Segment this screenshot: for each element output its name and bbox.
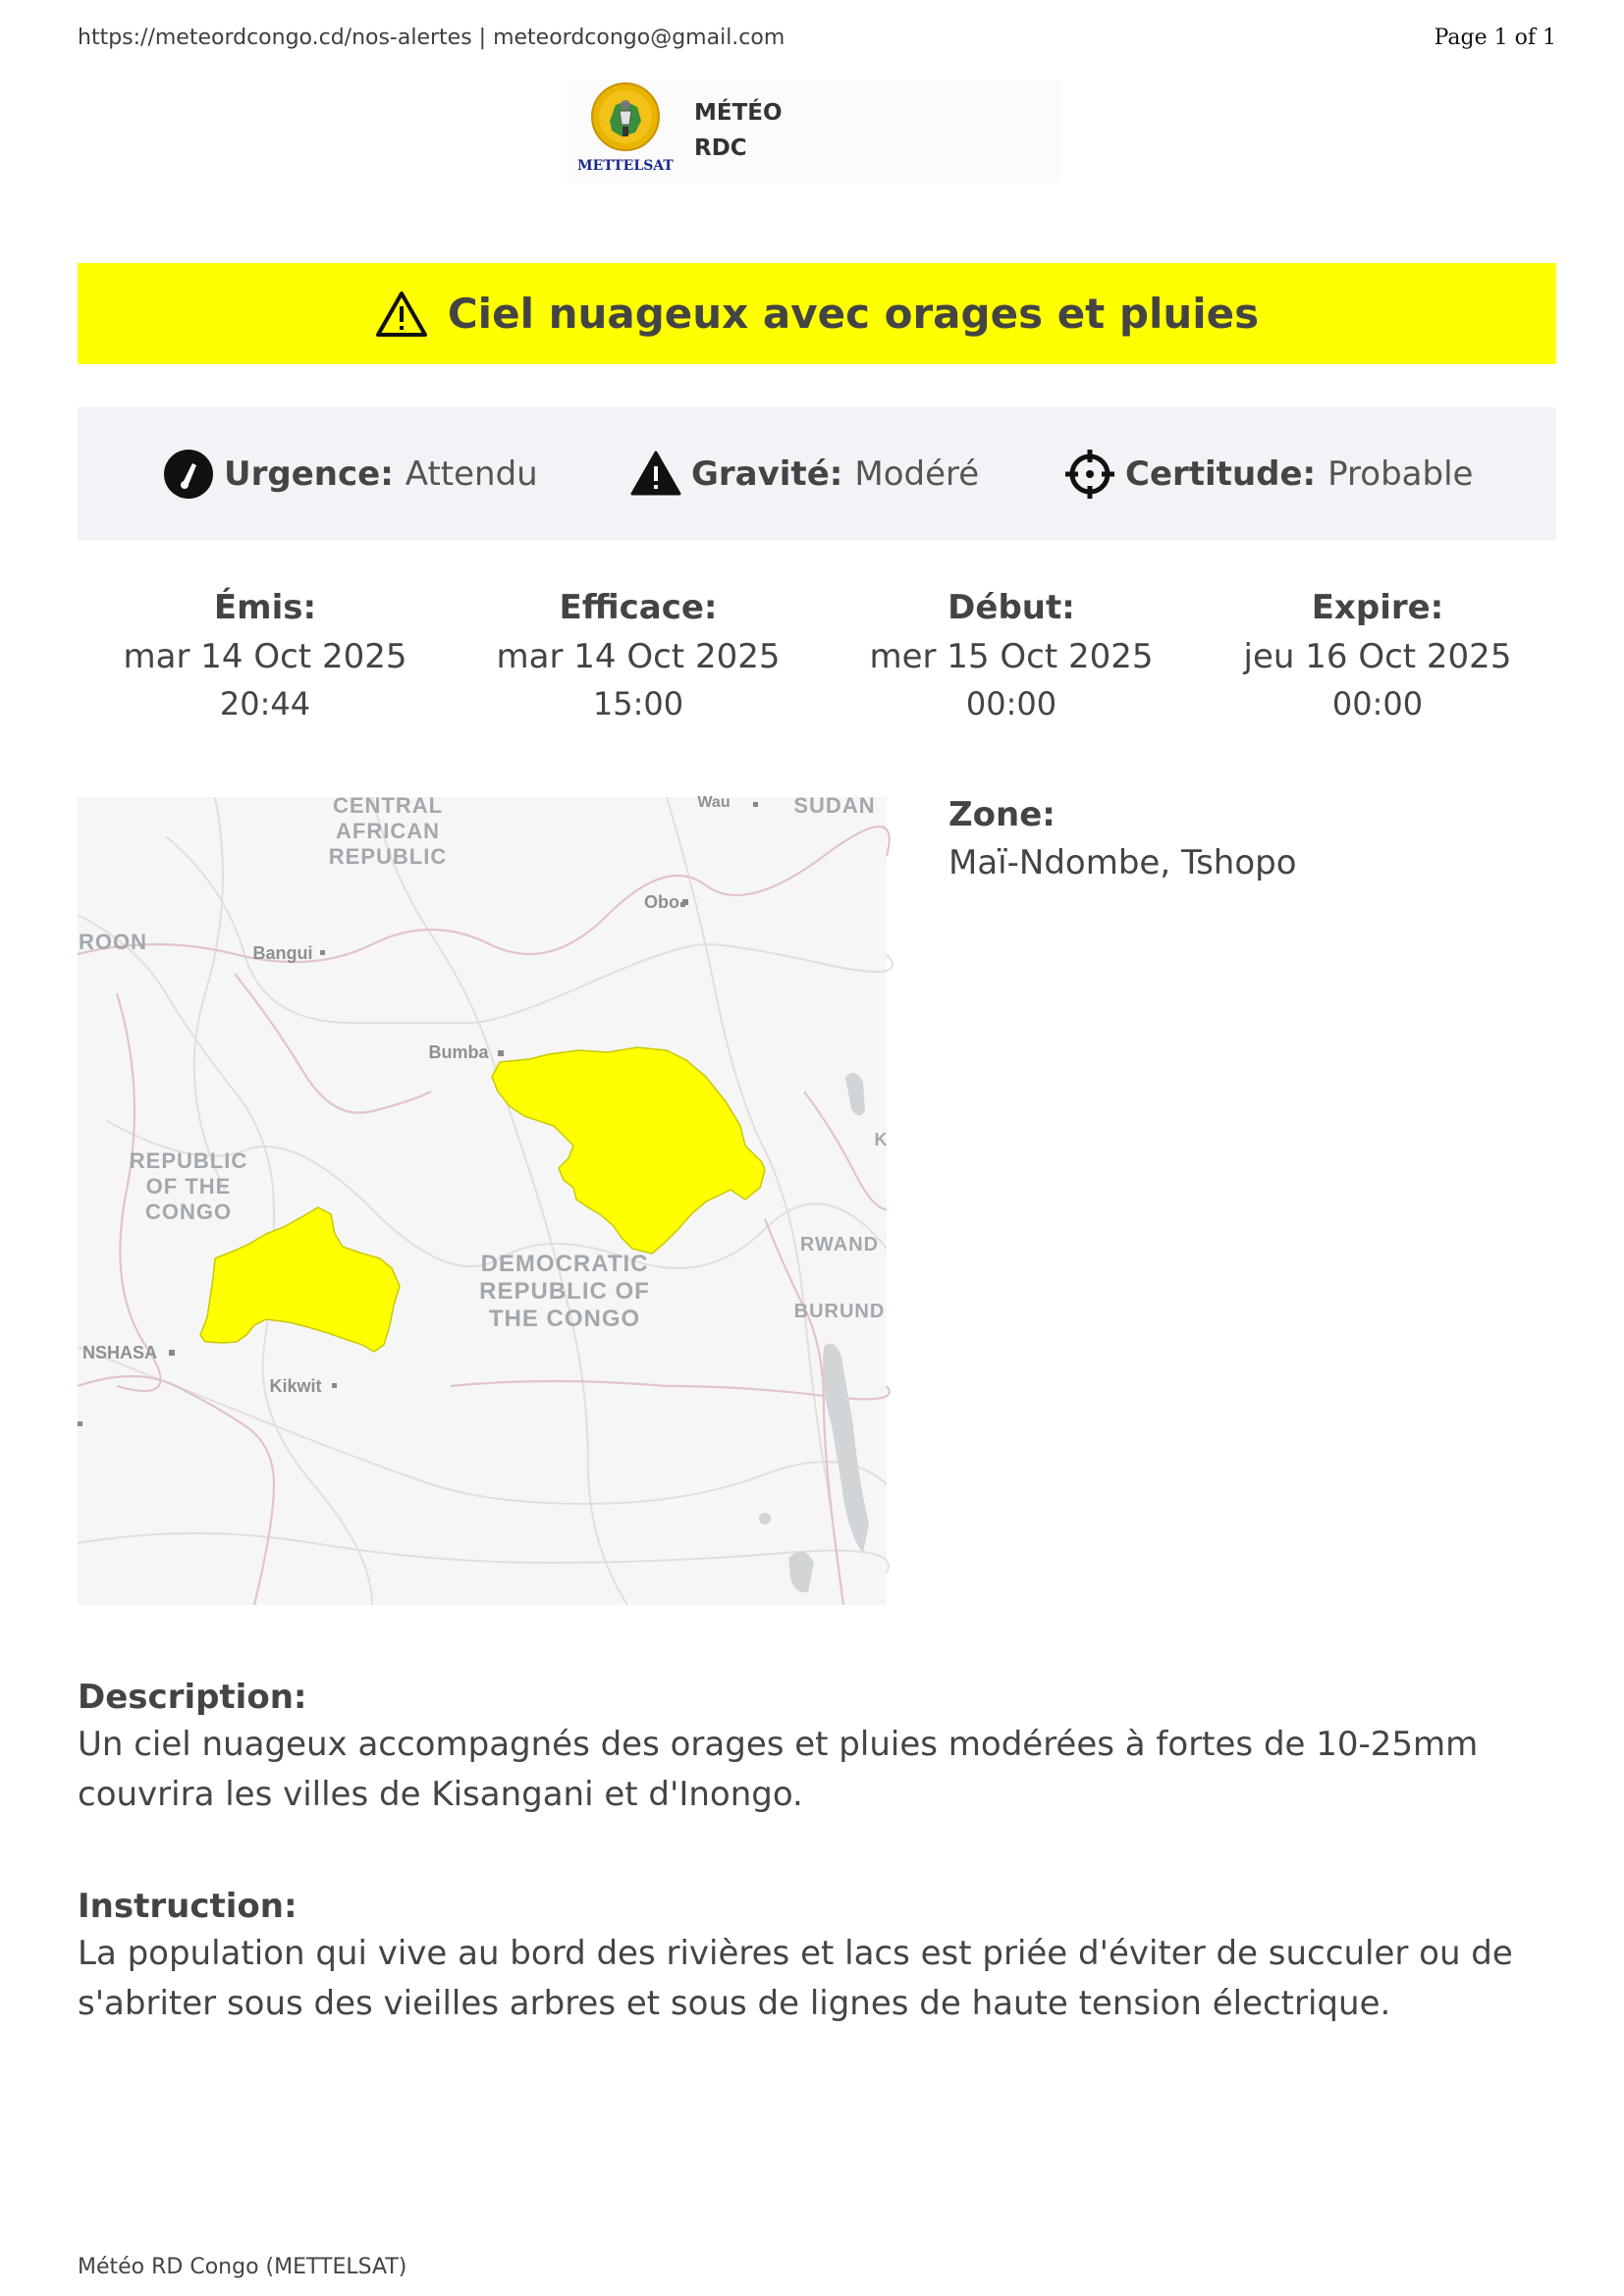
- expires-date-block: [1191, 587, 1564, 725]
- zone-value: Maï-Ndombe, Tshopo: [948, 843, 1297, 882]
- instruction-line-1: La population qui vive au bord des rivières et lacs est priée d'éviter de succuler ou de: [78, 1934, 1513, 1973]
- logo-line-1: MÉTÉO: [694, 100, 783, 126]
- issued-time: 20:44: [219, 685, 311, 722]
- map-label-car-1: CENTRAL: [332, 793, 444, 818]
- map-label-k: K: [874, 1130, 888, 1149]
- map-canvas: [78, 793, 888, 1605]
- instruction-line-2: s'abriter sous des vieilles arbres et sous de lignes de haute tension électrique.: [78, 1984, 1391, 2023]
- map-label-burundi: BURUND: [793, 1301, 886, 1322]
- map-label-obo: Obo: [644, 892, 679, 912]
- issued-date-block: [79, 587, 452, 725]
- severity-item: [630, 407, 979, 541]
- map-label-bangui: Bangui: [252, 943, 313, 963]
- zone-block: [948, 792, 1297, 888]
- logo-text: [694, 95, 783, 166]
- logo-line-2: RDC: [694, 135, 747, 161]
- onset-date-block: [825, 587, 1198, 725]
- effective-day: mar 14 Oct 2025: [496, 637, 781, 676]
- map-label-drc-2: REPUBLIC OF: [479, 1278, 650, 1305]
- issued-day: mar 14 Oct 2025: [123, 637, 407, 676]
- meteo-rdc-logo: [567, 80, 1061, 183]
- warning-filled-icon: [630, 449, 681, 500]
- wau-marker: [753, 802, 758, 807]
- issued-label: Émis:: [213, 588, 317, 627]
- warning-triangle-icon: [375, 290, 428, 339]
- urgency-value: Attendu: [405, 454, 538, 494]
- map-label-roc-1: REPUBLIC: [129, 1148, 248, 1173]
- kikwit-marker: [332, 1383, 337, 1388]
- map-label-roc-3: CONGO: [144, 1200, 233, 1224]
- onset-time: 00:00: [965, 685, 1057, 722]
- gauge-icon: [163, 449, 214, 500]
- map-label-kinshasa: NSHASA: [81, 1343, 158, 1362]
- map-label-rwanda: RWAND: [799, 1234, 880, 1255]
- expires-time: 00:00: [1331, 685, 1424, 722]
- description-line-2: couvrira les villes de Kisangani et d'Inongo.: [78, 1775, 803, 1814]
- effective-date-block: [452, 587, 825, 725]
- alert-meta-panel: [78, 407, 1556, 541]
- alert-area-map[interactable]: [78, 793, 888, 1605]
- mettelsat-emblem-icon: [577, 81, 674, 175]
- description-section: [78, 1675, 1556, 1820]
- severity-value: Modéré: [854, 454, 980, 494]
- header-url-line[interactable]: https://meteordcongo.cd/nos-alertes | meteordcongo@gmail.com: [78, 26, 785, 50]
- zone-label: Zone:: [948, 795, 1056, 834]
- edge-city-marker: [78, 1421, 82, 1426]
- bumba-marker: [498, 1050, 504, 1056]
- instruction-label: Instruction:: [78, 1887, 298, 1926]
- expires-label: Expire:: [1311, 588, 1444, 627]
- map-label-car-2: AFRICAN: [336, 819, 440, 843]
- map-label-drc-1: DEMOCRATIC: [480, 1251, 649, 1277]
- map-label-drc-3: THE CONGO: [488, 1306, 641, 1332]
- page-header: [78, 26, 1556, 55]
- effective-label: Efficace:: [559, 588, 718, 627]
- effective-time: 15:00: [592, 685, 684, 722]
- obo-marker: [682, 899, 688, 905]
- crosshair-icon: [1064, 449, 1115, 500]
- map-label-kikwit: Kikwit: [269, 1376, 322, 1396]
- description-label: Description:: [78, 1678, 307, 1717]
- kinshasa-marker: [169, 1350, 175, 1356]
- certainty-value: Probable: [1327, 454, 1474, 494]
- alert-banner: [78, 263, 1556, 364]
- description-line-1: Un ciel nuageux accompagnés des orages et pluies modérées à fortes de 10-25mm: [78, 1725, 1479, 1764]
- map-label-wau: Wau: [697, 794, 731, 811]
- expires-day: jeu 16 Oct 2025: [1243, 637, 1512, 676]
- alert-title: Ciel nuageux avec orages et pluies: [447, 290, 1260, 338]
- map-label-sudan: SUDAN: [793, 793, 876, 818]
- instruction-section: [78, 1884, 1556, 2029]
- logo-wordmark: METTELSAT: [577, 158, 674, 174]
- certainty-label: Certitude:: [1125, 454, 1317, 494]
- urgency-item: [163, 407, 538, 541]
- certainty-item: [1064, 407, 1473, 541]
- urgency-label: Urgence:: [224, 454, 394, 494]
- onset-day: mer 15 Oct 2025: [869, 637, 1154, 676]
- bangui-marker: [320, 950, 325, 955]
- page-number: Page 1 of 1: [1434, 26, 1556, 50]
- map-label-bumba: Bumba: [428, 1042, 489, 1062]
- map-label-roc-2: OF THE: [145, 1174, 232, 1199]
- map-label-cameroon: ROON: [79, 930, 147, 954]
- page-footer: Météo RD Congo (METTELSAT): [78, 2255, 407, 2279]
- onset-label: Début:: [947, 588, 1075, 627]
- map-label-car-3: REPUBLIC: [328, 844, 448, 869]
- severity-label: Gravité:: [691, 454, 843, 494]
